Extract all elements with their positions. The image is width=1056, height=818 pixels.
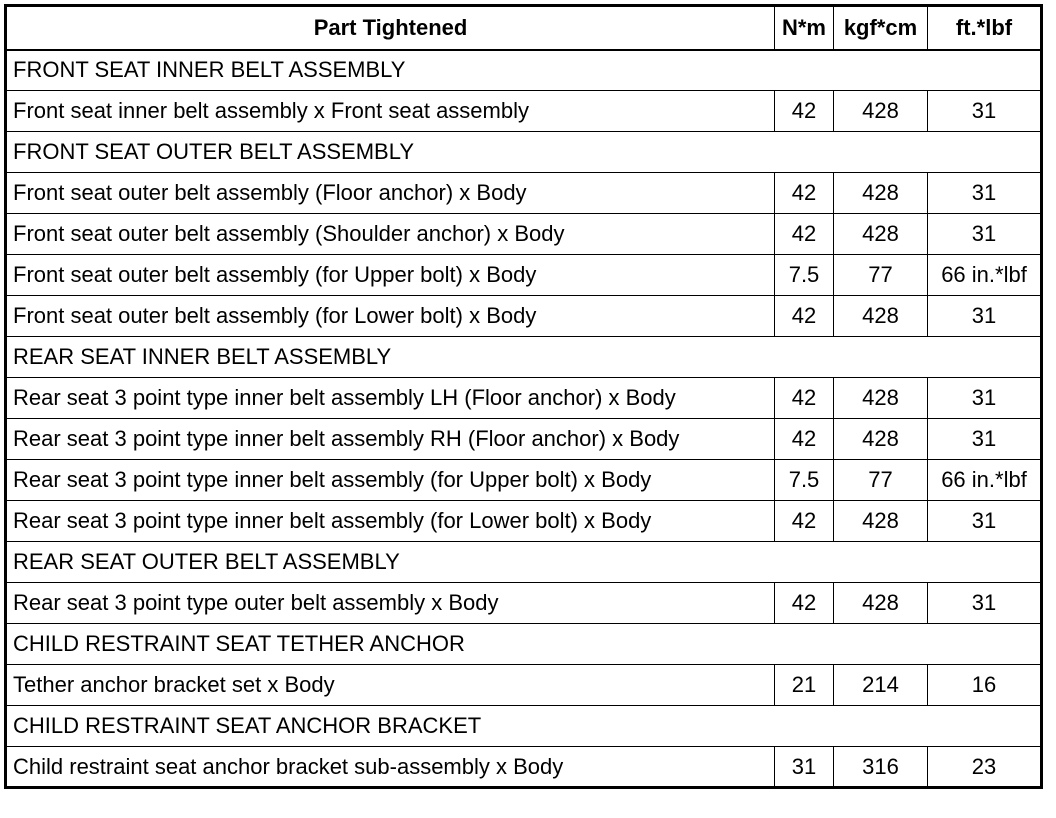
nm-cell: 42 <box>775 91 834 132</box>
nm-cell: 42 <box>775 378 834 419</box>
table-row <box>6 173 1042 214</box>
section-row <box>6 50 1042 91</box>
table-row <box>6 583 1042 624</box>
part-cell: Front seat outer belt assembly (Shoulder anchor) x Body <box>6 214 775 255</box>
table-row <box>6 378 1042 419</box>
nm-cell: 7.5 <box>775 255 834 296</box>
section-title: FRONT SEAT INNER BELT ASSEMBLY <box>6 50 1042 91</box>
part-cell: Front seat inner belt assembly x Front seat assembly <box>6 91 775 132</box>
table-header <box>6 6 1042 50</box>
table-body <box>6 50 1042 788</box>
ft-lbf-cell: 31 <box>928 173 1042 214</box>
ft-lbf-cell: 66 in.*lbf <box>928 255 1042 296</box>
table-row <box>6 460 1042 501</box>
torque-spec-table <box>4 4 1043 789</box>
nm-cell: 42 <box>775 173 834 214</box>
ft-lbf-cell: 66 in.*lbf <box>928 460 1042 501</box>
kgf-cm-cell: 77 <box>834 460 928 501</box>
table-row <box>6 296 1042 337</box>
kgf-cm-cell: 428 <box>834 214 928 255</box>
table-row <box>6 214 1042 255</box>
part-cell: Front seat outer belt assembly (for Lower bolt) x Body <box>6 296 775 337</box>
nm-cell: 7.5 <box>775 460 834 501</box>
ft-lbf-cell: 31 <box>928 296 1042 337</box>
kgf-cm-cell: 77 <box>834 255 928 296</box>
table-row <box>6 501 1042 542</box>
table-row <box>6 665 1042 706</box>
part-cell: Front seat outer belt assembly (for Upper bolt) x Body <box>6 255 775 296</box>
ft-lbf-cell: 23 <box>928 747 1042 788</box>
part-cell: Rear seat 3 point type outer belt assembly x Body <box>6 583 775 624</box>
part-cell: Rear seat 3 point type inner belt assembly LH (Floor anchor) x Body <box>6 378 775 419</box>
nm-cell: 31 <box>775 747 834 788</box>
ft-lbf-cell: 16 <box>928 665 1042 706</box>
section-row <box>6 337 1042 378</box>
nm-cell: 42 <box>775 419 834 460</box>
header-kgf-cm: kgf*cm <box>834 6 928 50</box>
ft-lbf-cell: 31 <box>928 91 1042 132</box>
section-title: CHILD RESTRAINT SEAT TETHER ANCHOR <box>6 624 1042 665</box>
kgf-cm-cell: 428 <box>834 91 928 132</box>
kgf-cm-cell: 428 <box>834 378 928 419</box>
kgf-cm-cell: 428 <box>834 501 928 542</box>
part-cell: Rear seat 3 point type inner belt assembly (for Upper bolt) x Body <box>6 460 775 501</box>
section-title: FRONT SEAT OUTER BELT ASSEMBLY <box>6 132 1042 173</box>
ft-lbf-cell: 31 <box>928 501 1042 542</box>
section-row <box>6 706 1042 747</box>
ft-lbf-cell: 31 <box>928 378 1042 419</box>
header-part-tightened: Part Tightened <box>6 6 775 50</box>
ft-lbf-cell: 31 <box>928 214 1042 255</box>
nm-cell: 42 <box>775 501 834 542</box>
part-cell: Child restraint seat anchor bracket sub-assembly x Body <box>6 747 775 788</box>
table-row <box>6 419 1042 460</box>
part-cell: Tether anchor bracket set x Body <box>6 665 775 706</box>
section-row <box>6 132 1042 173</box>
table-row <box>6 255 1042 296</box>
kgf-cm-cell: 428 <box>834 173 928 214</box>
section-title: CHILD RESTRAINT SEAT ANCHOR BRACKET <box>6 706 1042 747</box>
kgf-cm-cell: 316 <box>834 747 928 788</box>
nm-cell: 42 <box>775 214 834 255</box>
header-nm: N*m <box>775 6 834 50</box>
section-title: REAR SEAT INNER BELT ASSEMBLY <box>6 337 1042 378</box>
header-row <box>6 6 1042 50</box>
kgf-cm-cell: 428 <box>834 583 928 624</box>
nm-cell: 42 <box>775 583 834 624</box>
ft-lbf-cell: 31 <box>928 583 1042 624</box>
section-row <box>6 542 1042 583</box>
nm-cell: 21 <box>775 665 834 706</box>
section-row <box>6 624 1042 665</box>
kgf-cm-cell: 428 <box>834 296 928 337</box>
header-ft-lbf: ft.*lbf <box>928 6 1042 50</box>
nm-cell: 42 <box>775 296 834 337</box>
kgf-cm-cell: 214 <box>834 665 928 706</box>
table-row <box>6 747 1042 788</box>
part-cell: Rear seat 3 point type inner belt assembly (for Lower bolt) x Body <box>6 501 775 542</box>
table-row <box>6 91 1042 132</box>
part-cell: Front seat outer belt assembly (Floor anchor) x Body <box>6 173 775 214</box>
kgf-cm-cell: 428 <box>834 419 928 460</box>
section-title: REAR SEAT OUTER BELT ASSEMBLY <box>6 542 1042 583</box>
part-cell: Rear seat 3 point type inner belt assembly RH (Floor anchor) x Body <box>6 419 775 460</box>
ft-lbf-cell: 31 <box>928 419 1042 460</box>
